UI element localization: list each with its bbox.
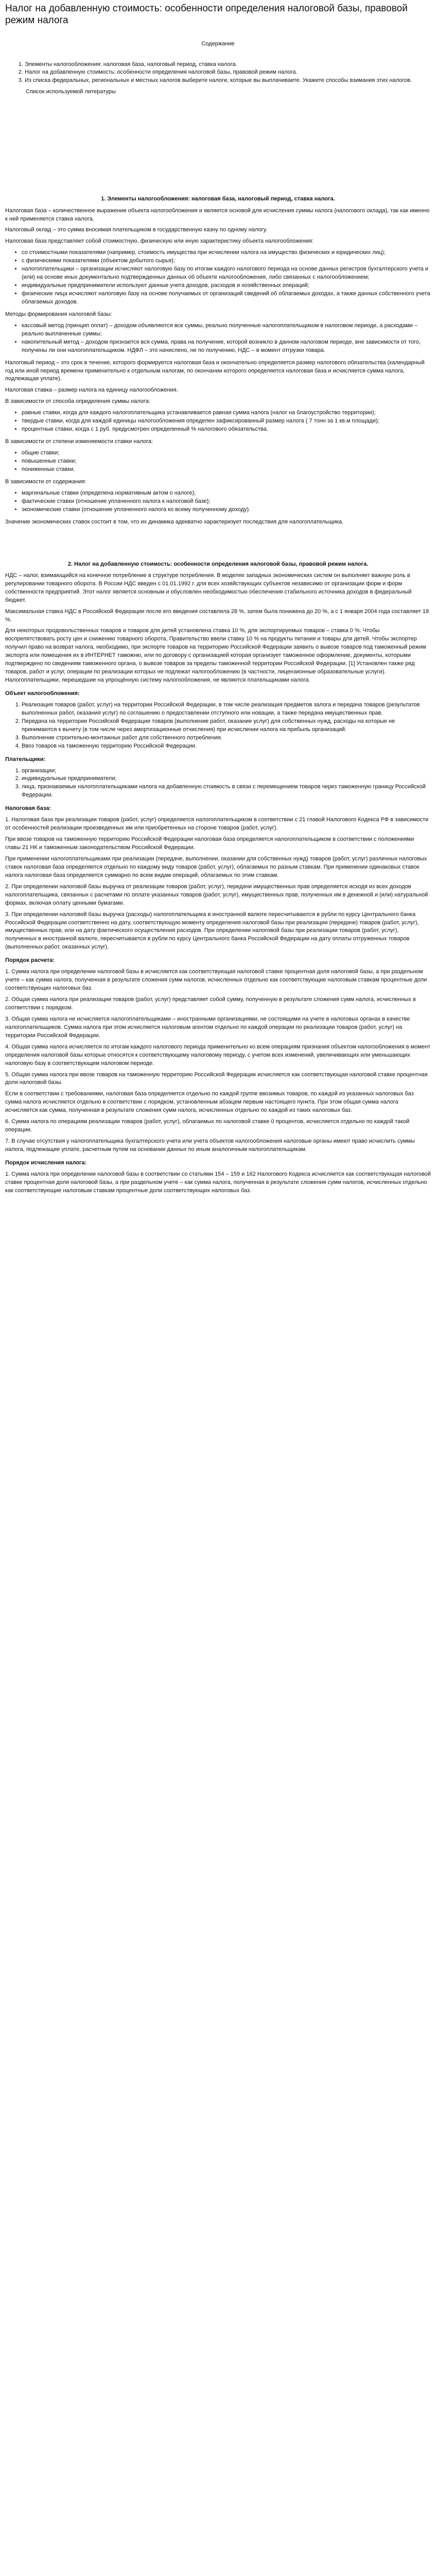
paragraph: Значение экономических ставок состоит в том, что их динамика адекватно характеризует последствия для налогоплательщика.: [5, 518, 344, 525]
paragraph: 3. При определении налоговой базы выручка (расходы) налогоплательщика в иностранной валюте пересчитываются в рубли по курсу Центрального банка Российской Федерации соответственно на дату, соответствующую моменту определения налоговой базы при реализации (передаче) товаров (работ, услуг), имущественных прав, или на дату фактического осуществления расходов. При определении налоговой базы при реализации товаров (работ, услуг), полученных в иностранной валюте, пересчитывается в рубли по курсу Центрального банка Российской Федерации на дату оплаты отгруженных товаров (выполненных работ, оказанных услуг).: [5, 911, 419, 951]
paragraph: При ввозе товаров на таможенную территорию Российской Федерации налоговая база определяется налогоплательщиком в соответствии с положениями главы 21 НК и таможенным законодательством Российской Федерации.: [5, 836, 414, 851]
paragraph: 1. Налоговая база при реализации товаров (работ, услуг) определяется налогоплательщиком в соответствии с 21 главой Налогового Кодекса РФ в зависимости от особенностей реализации произведенных им или приобретенных на стороне товаров (работ, услуг).: [5, 817, 429, 832]
list-item: 2. индивидуальные предприниматели;: [22, 775, 431, 783]
list-item: • со стоимостными показателями (например, стоимость имущества при исчислении налога на имущество физических и юридических лиц);: [22, 249, 431, 257]
paragraph: В зависимости от содержания:: [5, 478, 86, 485]
subheading-order: Порядок исчисления налога:: [5, 1159, 87, 1166]
subheading-payers: Плательщики:: [5, 756, 46, 762]
paragraph: НДС – налог, взимающийся на конечное потребление в структуре потребления. В моделях западных экономических систем он выполняет важную роль в регулировании товарного оборота. В России НДС введен с 01.01.1992 г. для всех хозяйствующих субъектов независимо от организации форм и форм собственности предприятий. Этот налог является основным и обусловлен необходимостью обеспечения стабильного источника доходов в федеральный бюджет.: [5, 572, 412, 603]
paragraph: 3. Общая сумма налога не исчисляется налогоплательщиками – иностранными организациями, не состоящими на учете в налоговых органах в качестве налогоплательщиков. Сумма налога при этом исчисляется налоговым агентом отдельно по каждой операции по реализации товаров (работ, услуг) на территории Российской Федерации.: [5, 1015, 410, 1039]
numbered-list: [5, 767, 431, 800]
paragraph: 1. Сумма налога при определении налоговой базы в соответствии со статьями 154 – 159 и 162 Налогового Кодекса исчисляется как соответствующая налоговой ставке процентная доля налоговой базы, а при раздельном учете – как сумма налога, полученная в результате сложения сумм налогов, исчисленных отдельно как соответствующие налоговым ставкам процентные доли соответствующих налоговых баз.: [5, 1171, 431, 1194]
list-item: • повышенные ставки;: [22, 457, 431, 466]
paragraph: 2. При определении налоговой базы выручка от реализации товаров (работ, услуг), передачи имущественных прав определяется исходя из всех доходов налогоплательщика, связанных с расчетами по оплате указанных товаров (работ, услуг), имущественных прав, полученных им в денежной и (или) натуральной формах, включая оплату ценными бумагами.: [5, 883, 428, 906]
list-item: • процентные ставки, когда с 1 руб. предусмотрен определенный % налогового обязательства.: [22, 426, 431, 434]
paragraph: Если в соответствии с требованиями, налоговая база определяется отдельно по каждой группе ввозимых товаров, по каждой из указанных налоговых баз сумма налога исчисляется отдельно в соответствии с порядком, установленным абзацем первым настоящего пункта. При этом общая сумма налога исчисляется как сумма, полученная в результате сложения сумм налога, исчисленных отдельно по каждой из таких налоговых баз.: [5, 1091, 414, 1114]
list-item: 1. Реализация товаров (работ, услуг) на территории Российской Федерации, в том числе реализация предметов залога и передача товаров (результатов выполненных работ, оказания услуг) по соглашению о предоставлении отступного или новации, а также передача имущественных прав.: [22, 701, 431, 718]
paragraph: 7. В случае отсутствия у налогоплательщика бухгалтерского учета или учета объектов налогообложения налоговые органы имеют право исчислить суммы налога, подлежащие уплате, расчетным путем на основании данных по иным аналогичным налогоплательщикам.: [5, 1138, 415, 1153]
paragraph: Налоговая база представляет собой стоимостную, физическую или иную характеристику объекта налогообложения:: [5, 238, 314, 245]
section-1-heading: 1. Элементы налогообложения: налоговая база, налоговый период, ставка налога.: [101, 196, 335, 202]
list-item: 1. организации;: [22, 767, 431, 775]
toc-item: 1. Элементы налогообложения: налоговая база, налоговый период, ставка налога.: [25, 61, 431, 69]
document-page: [0, 0, 436, 1204]
bullet-list: [5, 249, 431, 307]
toc-list: [5, 61, 431, 86]
list-item: 2. Передача на территории Российской Федерации товаров (выполнение работ, оказание услуг) для собственных нужд, расходы на которые не принимаются к вычету (в том числе через амортизационные отчисления) при исчислении налога на прибыль организаций.: [22, 718, 431, 734]
list-item: 4. Ввоз товаров на таможенную территорию Российской Федерации.: [22, 742, 431, 751]
list-item: • фактические ставки (отношение уплаченного налога к налоговой базе);: [22, 498, 431, 506]
list-item: • кассовый метод (принцип оплат) – доходом объявляются все суммы, реально полученные налогоплательщиком в налоговом периоде, а расходами – реально выплаченные суммы;: [22, 322, 431, 338]
list-item: • с физическими показателями (объектом добытого сырья);: [22, 257, 431, 265]
list-item: • экономические ставки (отношение уплаченного налога ко всему полученному доходу).: [22, 506, 431, 514]
toc-item: 3. Из списка федеральных, региональных и местных налогов выберите налоги, которые вы выплачиваете. Укажите способы взимания этих налогов.: [25, 77, 431, 85]
list-item: • налогоплательщики – организации исчисляют налоговую базу по итогам каждого налогового периода на основе данных регистров бухгалтерского учета и (или) на основе иных документально подтвержденных данных об объекте налогообложения, либо связанных с налогообложением;: [22, 265, 431, 282]
list-item: • равные ставки, когда для каждого налогоплательщика устанавливается равная сумма налога (налог на благоустройство территории);: [22, 409, 431, 417]
list-item: • пониженные ставки.: [22, 466, 431, 474]
list-item: 3. Выполнение строительно-монтажных работ для собственного потребления.: [22, 734, 431, 742]
toc-heading: Содержание: [201, 40, 235, 47]
list-item: • накопительный метод – доходом признается вся сумма, права на получение, которой возникло в данном налоговом периоде, вне зависимости от того, получены ли они налогоплательщиком. НДФЛ – это начислено, не по получению, НДС – в момент отгрузки товара.: [22, 338, 431, 355]
bullet-list: [5, 322, 431, 355]
list-item: • общие ставки;: [22, 449, 431, 457]
list-item: • физические лица исчисляют налоговую базу на основе получаемых от организаций сведений об облагаемых доходах, а также данных собственного учета облагаемых доходов.: [22, 290, 431, 307]
paragraph: 2. Общая сумма налога при реализации товаров (работ, услуг) представляет собой сумму, полученную в результате сложения сумм налога, исчисленных в соответствии с порядком.: [5, 996, 416, 1011]
list-item: 3. лица, признаваемые налогоплательщиками налога на добавленную стоимость в связи с перемещением товаров через таможенную границу Российской Федерации.: [22, 783, 431, 800]
paragraph: Налоговый период – это срок в течение, которого формируется налоговая база и окончательно определяется размер налогового обязательства (календарный год или иной период времени применительно к отдельным налогам, по окончании которого определяется налоговая база и исчисляется сумма налога, подлежащая уплате).: [5, 359, 425, 382]
paragraph: При применении налогоплательщиками при реализации (передаче, выполнении, оказании для собственных нужд) товаров (работ, услуг) различных налоговых ставок налоговая база определяется отдельно по каждому виду товаров (работ, услуг), облагаемых по разным ставкам. При применении одинаковых ставок налога налоговая база определяется суммарно по всем видам операций, облагаемых по этим ставкам.: [5, 855, 427, 878]
toc-item: 2. Налог на добавленную стоимость: особенности определения налоговой базы, правовой режим налога.: [25, 69, 431, 77]
paragraph: Для некоторых продовольственных товаров и товаров для детей установлена ставка 10 %, для экспортируемых товаров – ставка 0 %. Чтобы воспрепятствовать росту цен и снижению товарного оборота, Правительство ввели ставку 10 % на продукты питания и товары для детей. Чтобы экспортер получил право на возврат налога, необходимо, при экспорте товаров на территорию Российской Федерации заявить о вывозе товаров под таможенный режим экспорта или помещения их в ИНТЕРНЕТ таможню, или по договору с организацией которая организует таможенное оформление, документы, которыми подтверждено по сведениям таможенного органа, о вывозе товаров за пределы таможенной территории Российской Федерации. [1] Установлен также ряд товаров, работ и услуг, операции по реализации которых не подлежат налогообложению (в частности, лицензионные образовательные услуги). Налогоплательщики, перешедшие на упрощённую систему налогообложения, не являются плательщиками налога.: [5, 628, 426, 684]
paragraph: Максимальная ставка НДС в Российской Федерации после его введения составляла 28 %, затем была понижена до 20 %, а с 1 января 2004 года составляет 18 %.: [5, 608, 429, 623]
numbered-list: [5, 701, 431, 751]
paragraph: 5. Общая сумма налога при ввозе товаров на таможенную территорию Российской Федерации исчисляется как соответствующая налоговой ставке процентная доля налоговой базы.: [5, 1071, 428, 1086]
paragraph: 1. Сумма налога при определении налоговой базы в исчисляется как соответствующая налоговой ставке процентная доля налоговой базы, а при раздельном учете – как сумма налога, полученная в результате сложения сумм налогов, исчисленных отдельно как соответствующие налоговым ставкам процентные доли соответствующих налоговых баз.: [5, 969, 427, 992]
paragraph: В зависимости от степени изменяемости ставки налога:: [5, 438, 153, 445]
subheading-base: Налоговая база:: [5, 805, 51, 812]
subheading-object: Объект налогообложения:: [5, 690, 80, 697]
list-item: • индивидуальные предприниматели используют данные учета доходов, расходов и хозяйственных операций;: [22, 282, 431, 290]
paragraph: Налоговая база – количественное выражение объекта налогообложения и является основой для исчисления суммы налога (налогового оклада), так как именно к ней применяется ставка налога.: [5, 207, 430, 222]
list-item: • маргинальные ставки (определена нормативным актом о налоге);: [22, 489, 431, 498]
paragraph: 4. Общая сумма налога исчисляется по итогам каждого налогового периода применительно ко всем операциям признания объектом налогообложения в момент определения налоговой базы которые относятся к соответствующему налоговому периоду, с учетом всех изменений, увеличивающих или уменьшающих налоговую базу в соответствующем налоговом периоде.: [5, 1043, 431, 1066]
paragraph: Методы формирования налоговой базы:: [5, 311, 112, 317]
section-2-heading: 2. Налог на добавленную стоимость: особенности определения налоговой базы, правовой режим налога.: [67, 561, 369, 567]
bullet-list: [5, 409, 431, 434]
toc-item-literature: Список используемой литературы: [26, 89, 116, 95]
list-item: • твердые ставки, когда для каждой единицы налогообложения определен зафиксированный размер налога ( 7 тонн за 1 кв.м площади);: [22, 417, 431, 426]
paragraph: Налоговая ставка – размер налога на единицу налогообложения.: [5, 387, 178, 394]
paragraph: 6. Сумма налога по операциям реализации товаров (работ, услуг), облагаемых по налоговой ставке 0 процентов, исчисляется отдельно по каждой такой операции.: [5, 1118, 410, 1133]
bullet-list: [5, 489, 431, 514]
paragraph: В зависимости от способа определения суммы налога:: [5, 398, 150, 405]
paragraph: Налоговый оклад – это сумма вносимая плательщиком в государственную казну по одному налогу.: [5, 227, 268, 233]
bullet-list: [5, 449, 431, 474]
subheading-calc: Порядок расчета:: [5, 957, 55, 964]
document-title: Налог на добавленную стоимость: особенности определения налоговой базы, правовой режим налога: [5, 3, 408, 26]
